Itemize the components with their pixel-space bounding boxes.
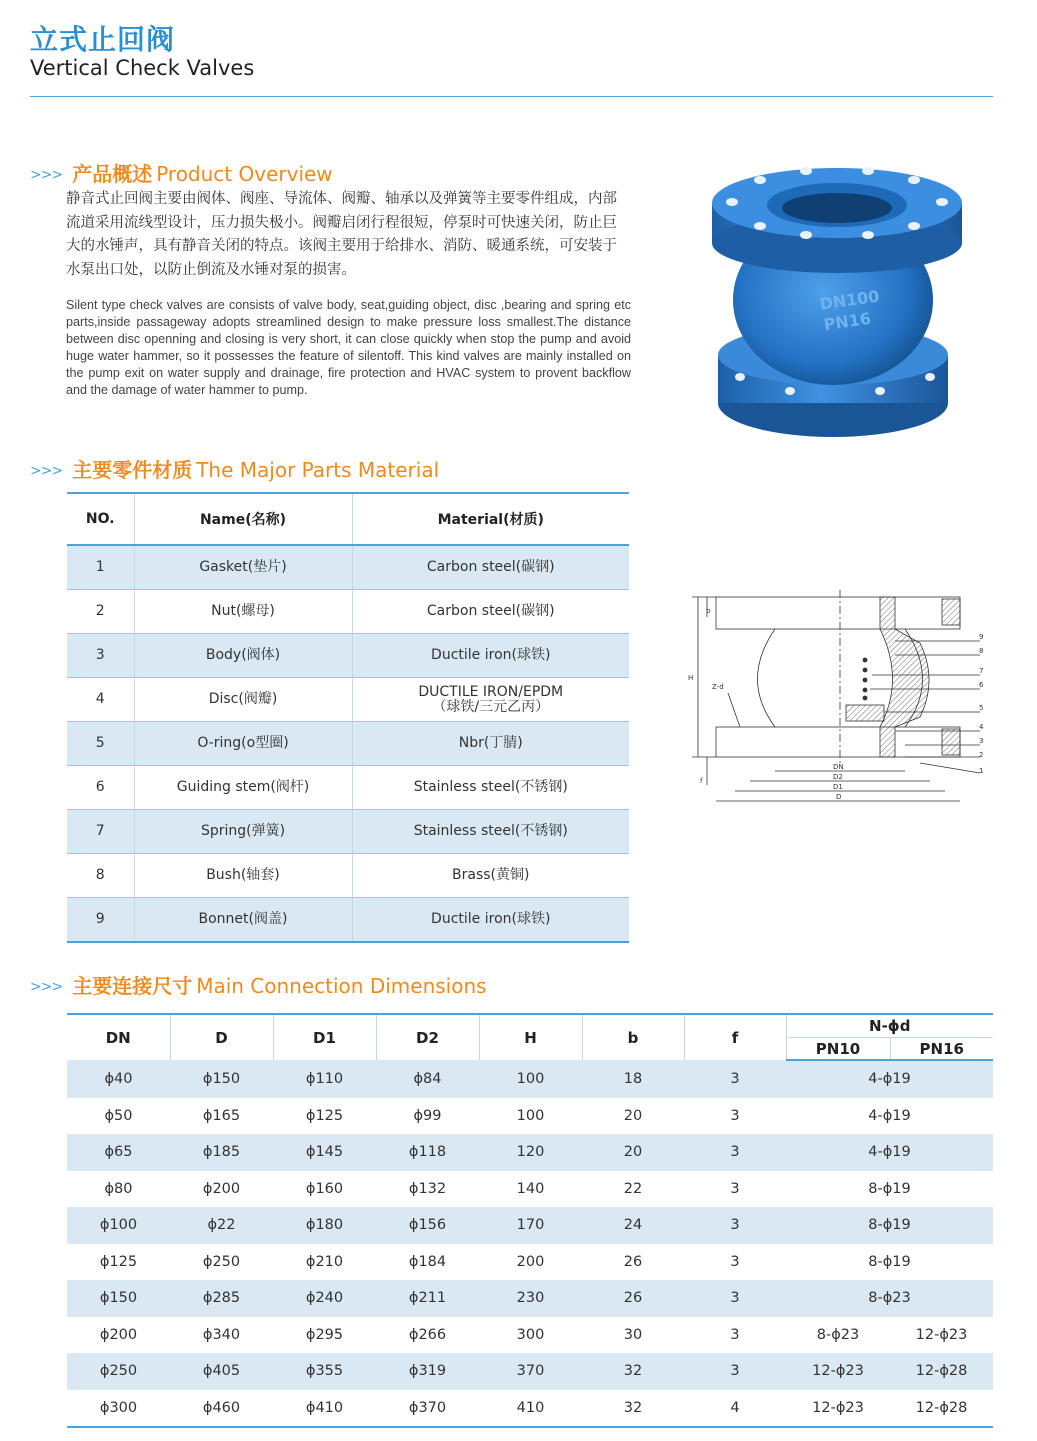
dim-cell-dn: ϕ100: [67, 1207, 170, 1244]
valve-section-drawing: [680, 585, 1000, 820]
dim-cell-f: 3: [684, 1207, 786, 1244]
dim-cell-b: 20: [623, 1107, 643, 1124]
dimensions-heading: [30, 970, 487, 999]
part-number-9: 9: [979, 633, 984, 641]
dim-cell-d: ϕ165: [202, 1107, 241, 1124]
dim-cell-b: 26: [582, 1280, 684, 1317]
dim-cell-f: 3: [684, 1060, 786, 1098]
dim-cell-h: 170: [479, 1207, 582, 1244]
dim-cell-d2: ϕ84: [376, 1060, 479, 1098]
part-name-cell: Bush(轴套): [134, 854, 352, 898]
col-header-d: D: [170, 1014, 273, 1060]
dim-cell-f: 3: [684, 1280, 786, 1317]
dim-label-z-d: Z-d: [712, 683, 724, 691]
part-no-cell: 4: [67, 678, 134, 722]
dim-cell-f: 3: [730, 1107, 740, 1124]
part-number-2: 2: [979, 751, 984, 759]
overview-text-cn: 静音式止回阀主要由阀体、阀座、导流体、阀瓣、轴承以及弹簧等主要零件组成，内部流道采用流线型设计，压力损失极小。阀瓣启闭行程很短，停泵时可快速关闭，防止巨大的水锤声，具有静音关闭的特点。该阀主要用于给排水、消防、暖通系统，可安装于水泵出口处，以防止倒流及水锤对泵的损害。: [66, 191, 617, 278]
dim-label-dn: DN: [833, 763, 844, 771]
dim-cell-d: ϕ405: [170, 1353, 273, 1390]
part-no-cell: 1: [67, 545, 134, 590]
dim-cell-d1: ϕ145: [273, 1134, 376, 1171]
dim-cell-dn: ϕ300: [67, 1390, 170, 1428]
part-number-1: 1: [979, 767, 984, 775]
dim-cell-d: ϕ285: [170, 1280, 273, 1317]
overview-heading: [30, 158, 333, 187]
page-title-en: Vertical Check Valves: [30, 56, 255, 80]
part-material-cell: [352, 898, 629, 943]
part-material-cell: [352, 590, 629, 634]
table-row: [67, 634, 629, 678]
dim-cell-f: 3: [730, 1326, 740, 1343]
dim-cell-h: 410: [479, 1390, 582, 1428]
parts-heading-cn: 主要零件材质: [72, 458, 193, 482]
dim-cell-d1: ϕ180: [273, 1207, 376, 1244]
part-material-cell: [352, 678, 629, 722]
part-number-7: 7: [979, 667, 984, 675]
overview-heading-en: Product Overview: [156, 162, 333, 186]
dimensions-heading-en: Main Connection Dimensions: [196, 974, 487, 998]
dim-cell-dn: ϕ40: [67, 1060, 170, 1098]
dim-cell-dn: ϕ80: [104, 1180, 133, 1197]
dim-cell-b: 30: [623, 1326, 643, 1343]
valve-bore: [782, 193, 892, 223]
col-header-material: Material(材质): [352, 493, 629, 545]
part-material-cell: [352, 810, 629, 854]
dim-label-h: H: [688, 674, 694, 682]
part-material-text: Stainless steel(不锈钢): [413, 779, 568, 795]
dim-cell-d: ϕ460: [170, 1390, 273, 1428]
part-no-cell: 8: [67, 854, 134, 898]
drawing-bottom-flange: [716, 727, 960, 757]
overview-text-en: Silent type check valves are consists of valve body, seat,guiding object, disc ,bearing and spring etc parts,inside passageway adopts streamlined design to make pressure loss smallest.The distance between disc openning and closing is very short, it can close quickly when stop the pump and avoid huge water hammer, so it possesses the feature of silentoff. This kind valves are mainly installed on the pump exit on water supply and drainage, fire protection and HVAC system to provent backflow and the damage of water hammer to pump.: [66, 298, 631, 397]
dim-cell-n-phi-d: 8-ϕ19: [868, 1253, 911, 1270]
col-header-pn16: PN16: [890, 1038, 993, 1061]
parts-heading-en: The Major Parts Material: [196, 458, 440, 482]
table-row: [67, 1098, 993, 1135]
section-arrows-icon: >>>: [30, 463, 63, 479]
part-material-text: Stainless steel(不锈钢): [413, 823, 568, 839]
dim-cell-b: 32: [582, 1353, 684, 1390]
dim-cell-pn16: 12-ϕ28: [890, 1390, 993, 1428]
part-material-text: Brass(黄铜): [452, 867, 530, 883]
dim-cell-d2: ϕ132: [408, 1180, 447, 1197]
dim-cell-b: 24: [582, 1207, 684, 1244]
dim-cell-h: 100: [516, 1107, 545, 1124]
dim-cell-h: 140: [516, 1180, 545, 1197]
dim-cell-pn10: 8-ϕ23: [816, 1326, 860, 1343]
dim-label-f: f: [700, 777, 703, 785]
col-header-d1: D1: [273, 1014, 376, 1060]
dim-cell-dn: ϕ200: [99, 1326, 138, 1343]
table-row: [67, 1390, 993, 1428]
dim-cell-d1: ϕ210: [305, 1253, 344, 1270]
part-name-cell: Nut(螺母): [134, 590, 352, 634]
drawing-top-flange: [716, 597, 960, 629]
part-material-cell: [352, 634, 629, 678]
dim-cell-d: ϕ250: [202, 1253, 241, 1270]
table-row: [67, 1060, 993, 1098]
col-header-h: H: [479, 1014, 582, 1060]
dim-cell-f: 3: [730, 1253, 740, 1270]
dim-cell-b: 20: [582, 1134, 684, 1171]
dim-cell-d1: ϕ410: [273, 1390, 376, 1428]
table-row: [67, 1134, 993, 1171]
dim-cell-d1: ϕ125: [305, 1107, 344, 1124]
part-no-cell: 5: [67, 722, 134, 766]
dim-cell-pn16: 12-ϕ28: [890, 1353, 993, 1390]
page-title-cn: 立式止回阀: [30, 23, 176, 56]
table-row: [67, 1244, 993, 1281]
col-header-name: Name(名称): [134, 493, 352, 545]
dim-cell-pn16: 12-ϕ23: [915, 1326, 968, 1343]
dim-label-b: b: [706, 607, 711, 615]
dim-label-d: D: [836, 793, 842, 801]
table-row: [67, 1280, 993, 1317]
dim-cell-n-phi-d: 4-ϕ19: [786, 1060, 993, 1098]
table-row: [67, 1353, 993, 1390]
drawing-section-hatch: [880, 597, 929, 757]
dim-cell-f: 4: [684, 1390, 786, 1428]
part-material-text: Carbon steel(碳钢): [426, 559, 555, 575]
table-row: [67, 1207, 993, 1244]
drawing-disc: [846, 705, 884, 721]
dim-cell-f: 3: [684, 1353, 786, 1390]
part-material-cell: [352, 766, 629, 810]
part-name-cell: Spring(弹簧): [134, 810, 352, 854]
dim-cell-f: 3: [730, 1180, 740, 1197]
dim-cell-n-phi-d: 8-ϕ19: [786, 1207, 993, 1244]
dim-cell-h: 100: [479, 1060, 582, 1098]
table-row: [67, 678, 629, 722]
drawing-body-left: [758, 629, 776, 727]
dim-cell-n-phi-d: 4-ϕ19: [786, 1134, 993, 1171]
dim-cell-d: ϕ340: [202, 1326, 241, 1343]
dim-label-d1: D1: [833, 783, 843, 791]
dim-cell-d: ϕ185: [170, 1134, 273, 1171]
dim-cell-dn: ϕ150: [67, 1280, 170, 1317]
parts-heading: [30, 454, 439, 483]
table-row: [67, 854, 629, 898]
dim-cell-d2: ϕ211: [376, 1280, 479, 1317]
dim-cell-h: 370: [479, 1353, 582, 1390]
table-row: [67, 545, 629, 590]
dim-cell-pn10: 12-ϕ23: [786, 1390, 890, 1428]
part-name-cell: Guiding stem(阀杆): [134, 766, 352, 810]
dim-cell-n-phi-d: 4-ϕ19: [868, 1107, 911, 1124]
part-name-cell: Gasket(垫片): [134, 545, 352, 590]
valve-product-photo: [700, 165, 970, 445]
part-number-4: 4: [979, 723, 984, 731]
part-no-cell: 7: [67, 810, 134, 854]
dim-cell-d1: ϕ295: [305, 1326, 344, 1343]
dim-cell-d2: ϕ99: [413, 1107, 442, 1124]
part-material-cell: [352, 854, 629, 898]
dim-cell-d1: ϕ355: [273, 1353, 376, 1390]
part-number-6: 6: [979, 681, 984, 689]
part-material-cell: [352, 545, 629, 590]
section-arrows-icon: >>>: [30, 979, 63, 995]
col-header-b: b: [582, 1014, 684, 1060]
dim-cell-dn: ϕ125: [99, 1253, 138, 1270]
dim-cell-d2: ϕ319: [376, 1353, 479, 1390]
valve-casting-text-1: DN100: [818, 286, 881, 314]
part-material-text: Ductile iron(球铁): [431, 911, 551, 927]
table-row: [67, 1171, 993, 1208]
dim-cell-d1: ϕ240: [273, 1280, 376, 1317]
part-number-5: 5: [979, 704, 984, 712]
dim-cell-d2: ϕ184: [408, 1253, 447, 1270]
dim-cell-b: 18: [582, 1060, 684, 1098]
col-header-n-phi-d: N-ϕd: [786, 1014, 993, 1038]
drawing-spring: [863, 658, 867, 700]
table-row: [67, 722, 629, 766]
part-material-text: DUCTILE IRON/EPDM: [418, 683, 564, 700]
dim-cell-d1: ϕ110: [273, 1060, 376, 1098]
dim-cell-b: 32: [582, 1390, 684, 1428]
dim-cell-d1: ϕ160: [305, 1180, 344, 1197]
part-name-cell: Bonnet(阀盖): [134, 898, 352, 943]
dim-cell-b: 22: [623, 1180, 643, 1197]
title-divider: [30, 96, 993, 97]
dimensions-heading-cn: 主要连接尺寸: [72, 974, 193, 998]
dim-cell-n-phi-d: 8-ϕ23: [786, 1280, 993, 1317]
col-header-no: NO.: [67, 493, 134, 545]
part-material-text: Ductile iron(球铁): [431, 647, 551, 663]
dim-cell-f: 3: [684, 1134, 786, 1171]
dim-label-d2: D2: [833, 773, 843, 781]
part-material-cell: [352, 722, 629, 766]
col-header-d2: D2: [376, 1014, 479, 1060]
table-row: [67, 590, 629, 634]
section-arrows-icon: >>>: [30, 167, 63, 183]
dim-cell-h: 120: [479, 1134, 582, 1171]
dim-cell-n-phi-d: 8-ϕ19: [868, 1180, 911, 1197]
dim-cell-d2: ϕ156: [376, 1207, 479, 1244]
part-no-cell: 2: [67, 590, 134, 634]
part-name-cell: Disc(阀瓣): [134, 678, 352, 722]
dim-cell-h: 300: [516, 1326, 545, 1343]
dim-cell-h: 200: [516, 1253, 545, 1270]
part-number-3: 3: [979, 737, 984, 745]
dim-cell-d: ϕ150: [170, 1060, 273, 1098]
part-material-text: Carbon steel(碳钢): [426, 603, 555, 619]
dim-cell-d2: ϕ118: [376, 1134, 479, 1171]
col-header-pn10: PN10: [786, 1038, 890, 1061]
dim-cell-d: ϕ200: [202, 1180, 241, 1197]
overview-heading-cn: 产品概述: [72, 162, 153, 186]
table-row: [67, 810, 629, 854]
dim-cell-dn: ϕ250: [67, 1353, 170, 1390]
dim-cell-dn: ϕ65: [67, 1134, 170, 1171]
dim-cell-dn: ϕ50: [104, 1107, 133, 1124]
parts-header-row: [67, 493, 629, 545]
part-no-cell: 3: [67, 634, 134, 678]
parts-material-table: [67, 492, 629, 943]
valve-casting-text-2: PN16: [822, 308, 873, 335]
connection-dimensions-table: [67, 1013, 993, 1428]
dim-cell-d2: ϕ266: [408, 1326, 447, 1343]
part-name-cell: O-ring(o型圈): [134, 722, 352, 766]
col-header-dn: DN: [67, 1014, 170, 1060]
dims-header-row: [67, 1014, 993, 1038]
dim-cell-d2: ϕ370: [376, 1390, 479, 1428]
part-no-cell: 9: [67, 898, 134, 943]
table-row: [67, 898, 629, 943]
dim-cell-h: 230: [479, 1280, 582, 1317]
part-no-cell: 6: [67, 766, 134, 810]
part-name-cell: Body(阀体): [134, 634, 352, 678]
dim-cell-pn10: 12-ϕ23: [786, 1353, 890, 1390]
table-row: [67, 1317, 993, 1354]
col-header-f: f: [684, 1014, 786, 1060]
table-row: [67, 766, 629, 810]
dim-cell-b: 26: [623, 1253, 643, 1270]
part-material-text-cn: （球铁/三元乙丙）: [432, 698, 550, 715]
dim-cell-d: ϕ22: [170, 1207, 273, 1244]
part-material-text: Nbr(丁腈): [458, 735, 523, 751]
part-number-8: 8: [979, 647, 984, 655]
